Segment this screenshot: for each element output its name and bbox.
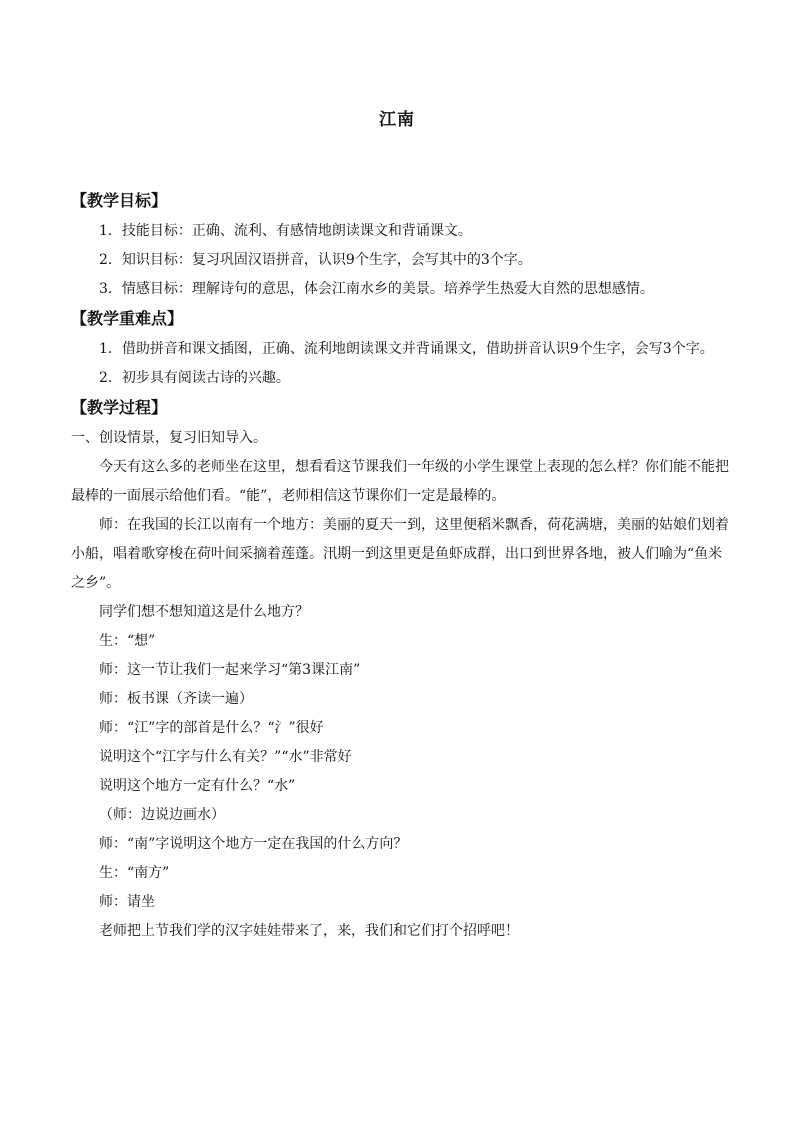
process-paragraph-9: 说明这个地方一定有什么？“水” bbox=[99, 778, 296, 794]
process-paragraph-1: 今天有这么多的老师坐在这里，想看看这节课我们一年级的小学生课堂上表现的怎么样？你们能不能把最棒的一面展示给他们看。“能”，老师相信这节课你们一定是最棒的。 bbox=[71, 459, 729, 504]
section-heading-difficulties: 【教学重难点】 bbox=[71, 309, 184, 328]
process-paragraph-2: 师：在我国的长江以南有一个地方：美丽的夏天一到，这里便稻米飘香，荷花满塘，美丽的姑娘们划着小船，唱着歌穿梭在荷叶间采摘着莲蓬。汛期一到这里更是鱼虾成群，出口到世界各地，被人们喻为“鱼米之乡”。 bbox=[71, 517, 729, 591]
process-paragraph-10: （师：边说边画水） bbox=[99, 807, 225, 823]
process-paragraph-4: 生：“想” bbox=[99, 633, 156, 649]
process-step-1: 一、创设情景，复习旧知导入。 bbox=[71, 430, 267, 446]
process-paragraph-5: 师：这一节让我们一起来学习“第3课江南” bbox=[99, 662, 361, 678]
document-title: 江南 bbox=[379, 110, 415, 130]
process-paragraph-13: 师：请坐 bbox=[99, 894, 155, 910]
process-paragraph-7: 师：“江”字的部首是什么？“氵”很好 bbox=[99, 720, 324, 736]
document-content bbox=[71, 186, 731, 946]
section-heading-process: 【教学过程】 bbox=[71, 398, 168, 417]
goal-item-2: 2．知识目标：复习巩固汉语拼音，认识9个生字，会写其中的3个字。 bbox=[99, 252, 532, 268]
goal-item-1: 1．技能目标：正确、流利、有感情地朗读课文和背诵课文。 bbox=[99, 223, 472, 239]
process-paragraph-8: 说明这个“江字与什么有关？”“水”非常好 bbox=[99, 749, 352, 765]
difficulty-item-1: 1．借助拼音和课文插图，正确、流利地朗读课文并背诵课文，借助拼音认识9个生字，会写3个字。 bbox=[99, 341, 714, 357]
process-paragraph-3: 同学们想不想知道这是什么地方？ bbox=[99, 604, 309, 620]
section-heading-goals: 【教学目标】 bbox=[71, 191, 168, 210]
goal-item-3: 3．情感目标：理解诗句的意思，体会江南水乡的美景。培养学生热爱大自然的思想感情。 bbox=[99, 281, 654, 297]
process-paragraph-14: 老师把上节我们学的汉字娃娃带来了，来，我们和它们打个招呼吧！ bbox=[99, 923, 519, 939]
process-paragraph-6: 师：板书课（齐读一遍） bbox=[99, 691, 253, 707]
process-paragraph-12: 生：“南方” bbox=[99, 865, 170, 881]
process-paragraph-11: 师：“南”字说明这个地方一定在我国的什么方向？ bbox=[99, 836, 408, 852]
difficulty-item-2: 2．初步具有阅读古诗的兴趣。 bbox=[99, 370, 290, 386]
